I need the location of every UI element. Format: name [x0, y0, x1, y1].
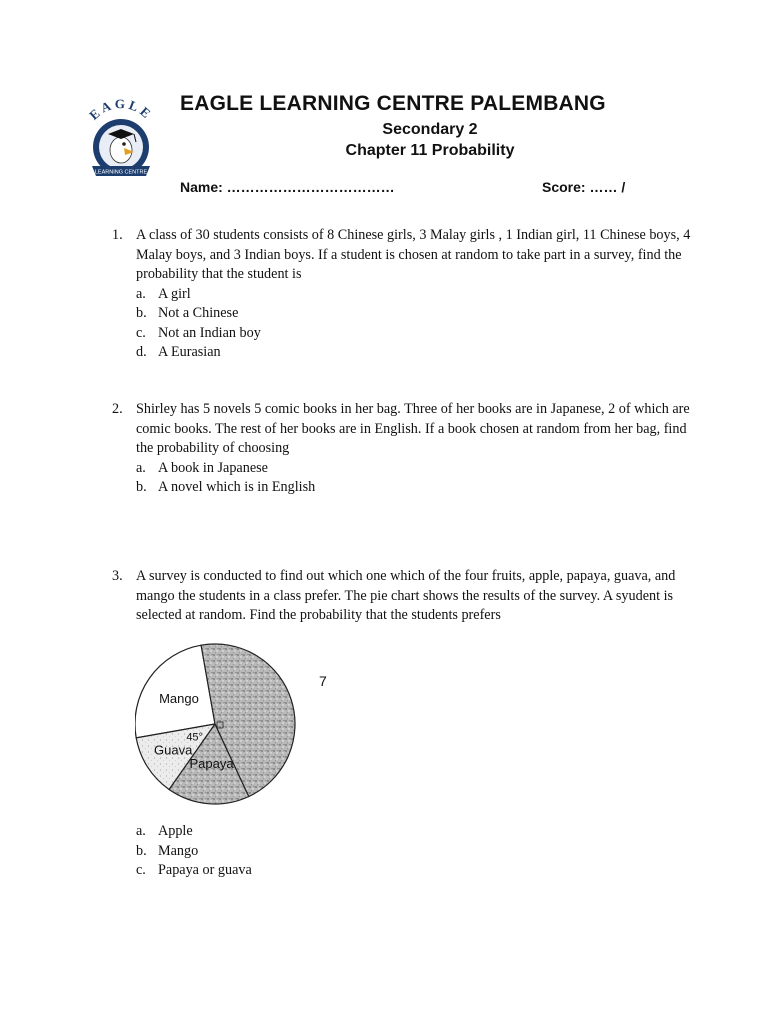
question-3	[112, 567, 692, 626]
question-text: A survey is conducted to find out which one which of the four fruits, apple, papaya, guava, and mango the students in a class prefer. The pie chart shows the results of the survey. A syudent is selected at random. Find the probability that the students prefers	[136, 568, 676, 623]
name-field: Name: ………………………………	[180, 179, 395, 195]
question-text: A class of 30 students consists of 8 Chinese girls, 3 Malay girls , 1 Indian girl, 11 Chinese boys, 4 Malay boys, and 3 Indian boys. If a student is chosen at random to take part in a survey, find the probability that the student is	[136, 227, 691, 282]
option-letter: b.	[136, 842, 147, 859]
option-letter: b.	[136, 305, 147, 321]
pie-label-mango: Mango	[159, 690, 199, 706]
option-text: A novel which is in English	[158, 479, 316, 495]
side-label: 7	[319, 673, 327, 689]
option-item	[136, 324, 692, 344]
pie-label-papaya: Papaya	[189, 755, 234, 771]
option-item	[136, 842, 252, 862]
question-options	[136, 285, 692, 363]
option-item	[136, 861, 252, 881]
angle-label: 45°	[186, 731, 203, 744]
question-2	[112, 400, 692, 498]
option-item	[136, 285, 692, 305]
svg-text:EAGLE	[86, 96, 156, 123]
logo-arc-text: EAGLE	[86, 96, 156, 123]
option-letter: a.	[136, 459, 146, 476]
eagle-logo	[78, 92, 164, 192]
question-number: 1.	[112, 227, 123, 243]
option-letter: c.	[136, 324, 146, 341]
chapter-heading: Chapter 11 Probability	[345, 142, 515, 159]
question-3-options	[136, 822, 252, 881]
question-1	[112, 226, 692, 363]
pie-label-guava: Guava	[154, 742, 193, 758]
question-number: 2.	[112, 401, 123, 417]
score-field: Score: …… /	[542, 179, 626, 195]
logo-banner-text: LEARNING CENTRE	[94, 169, 148, 176]
option-letter: c.	[136, 862, 146, 878]
option-item	[136, 822, 252, 842]
option-item	[136, 304, 692, 324]
option-letter: d.	[136, 344, 147, 360]
option-text: A Eurasian	[158, 344, 221, 360]
page-title: EAGLE LEARNING CENTRE PALEMBANG	[180, 92, 606, 115]
option-item	[136, 478, 692, 498]
option-item	[136, 343, 692, 363]
question-text: Shirley has 5 novels 5 comic books in her bag. Three of her books are in Japanese, 2 of which are comic books. The rest of her books are in English. If a book chosen at random from her bag, find the probability of choosing	[136, 401, 690, 456]
option-text: Apple	[158, 823, 193, 839]
question-options	[136, 459, 692, 498]
question-number: 3.	[112, 568, 123, 584]
option-text: Not a Chinese	[158, 305, 239, 321]
page-subtitle: Secondary 2	[382, 121, 478, 138]
option-item	[136, 459, 692, 479]
option-letter: a.	[136, 285, 146, 302]
option-text: A girl	[158, 285, 191, 302]
option-text: A book in Japanese	[158, 459, 268, 476]
option-letter: a.	[136, 823, 146, 839]
option-text: Not an Indian boy	[158, 324, 261, 341]
option-text: Papaya or guava	[158, 862, 252, 878]
option-letter: b.	[136, 479, 147, 495]
option-text: Mango	[158, 842, 199, 859]
fruit-pie-chart	[135, 636, 335, 816]
